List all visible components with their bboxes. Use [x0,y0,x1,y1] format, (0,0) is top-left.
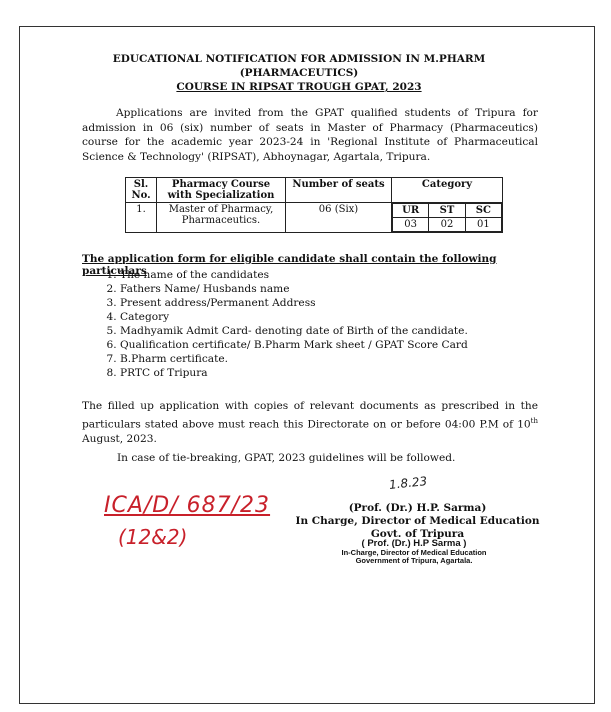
list-item: 8. PRTC of Tripura [120,366,468,380]
stamp-line-2: In-Charge, Director of Medical Education [341,547,487,557]
signatory-block [285,502,550,541]
category-st-head: ST [429,204,465,218]
submission-tail: August, 2023. [82,432,157,445]
cell-seats: 06 (Six) [286,203,392,233]
cell-course [157,203,286,233]
category-ur-value: 03 [393,218,429,232]
particulars-list [104,268,468,380]
list-item: 6. Qualification certificate/ B.Pharm Mark sheet / GPAT Score Card [120,338,468,352]
signatory-govt: Govt. of Tripura [370,528,465,540]
stamp-line-3: Government of Tripura, Agartala. [355,556,473,565]
list-item: 2. Fathers Name/ Husbands name [120,282,468,296]
notification-title [60,52,538,94]
handwritten-subnumber: (12&2) [118,525,188,549]
official-stamp [324,540,504,566]
date-superscript: th [530,416,538,425]
course-line-1: Master of Pharmacy, [168,204,274,215]
title-line-2: COURSE IN RIPSAT TROUGH GPAT, 2023 [176,81,422,93]
list-item: 7. B.Pharm certificate. [120,352,468,366]
cell-category [392,203,503,233]
header-course: Pharmacy Course with Specialization [157,178,286,203]
signature-date: 1.8.23 [388,474,428,492]
category-st-value: 02 [429,218,465,232]
signatory-designation: In Charge, Director of Medical Education [295,515,540,527]
signatory-name: (Prof. (Dr.) H.P. Sarma) [348,502,487,514]
category-sc-value: 01 [465,218,501,232]
list-item: 1. The name of the candidates [120,268,468,282]
table-row [126,203,503,233]
list-item: 4. Category [120,310,468,324]
category-ur-head: UR [393,204,429,218]
handwritten-reference: ICA/D/ 687/23 [104,493,271,518]
seats-table [125,177,503,233]
title-line-1: EDUCATIONAL NOTIFICATION FOR ADMISSION IN M.PHARM (PHARMACEUTICS) [112,53,486,79]
tie-breaking-note: In case of tie-breaking, GPAT, 2023 guidelines will be followed. [117,452,456,464]
stamp-line-1: ( Prof. (Dr.) H.P Sarma ) [361,538,467,549]
list-item: 3. Present address/Permanent Address [120,296,468,310]
intro-paragraph: Applications are invited from the GPAT qualified students of Tripura for admission in 06 (six) number of seats in Master of Pharmacy (Pharmaceutics) course for the academic year 2023-24 in 'Regional Institute of Pharmaceutical Science & Technology' (RIPSAT), Abhoynagar, Agartala, Tripura. [82,107,538,163]
submission-text: The filled up application with copies of relevant documents as prescribed in the particulars stated above must reach this Directorate on or before 04:00 P.M of 10 [82,400,538,431]
particulars-heading: The application form for eligible candidate shall contain the following particulars [82,253,497,277]
header-category: Category [392,178,503,203]
header-sl: Sl. No. [126,178,157,203]
cell-sl: 1. [126,203,157,233]
list-item: 5. Madhyamik Admit Card- denoting date of Birth of the candidate. [120,324,468,338]
table-header-row [126,178,503,203]
submission-paragraph [82,399,538,446]
category-subtable [392,203,502,232]
category-sc-head: SC [465,204,501,218]
course-line-2: Pharmaceutics. [181,215,261,226]
header-seats: Number of seats [286,178,392,203]
